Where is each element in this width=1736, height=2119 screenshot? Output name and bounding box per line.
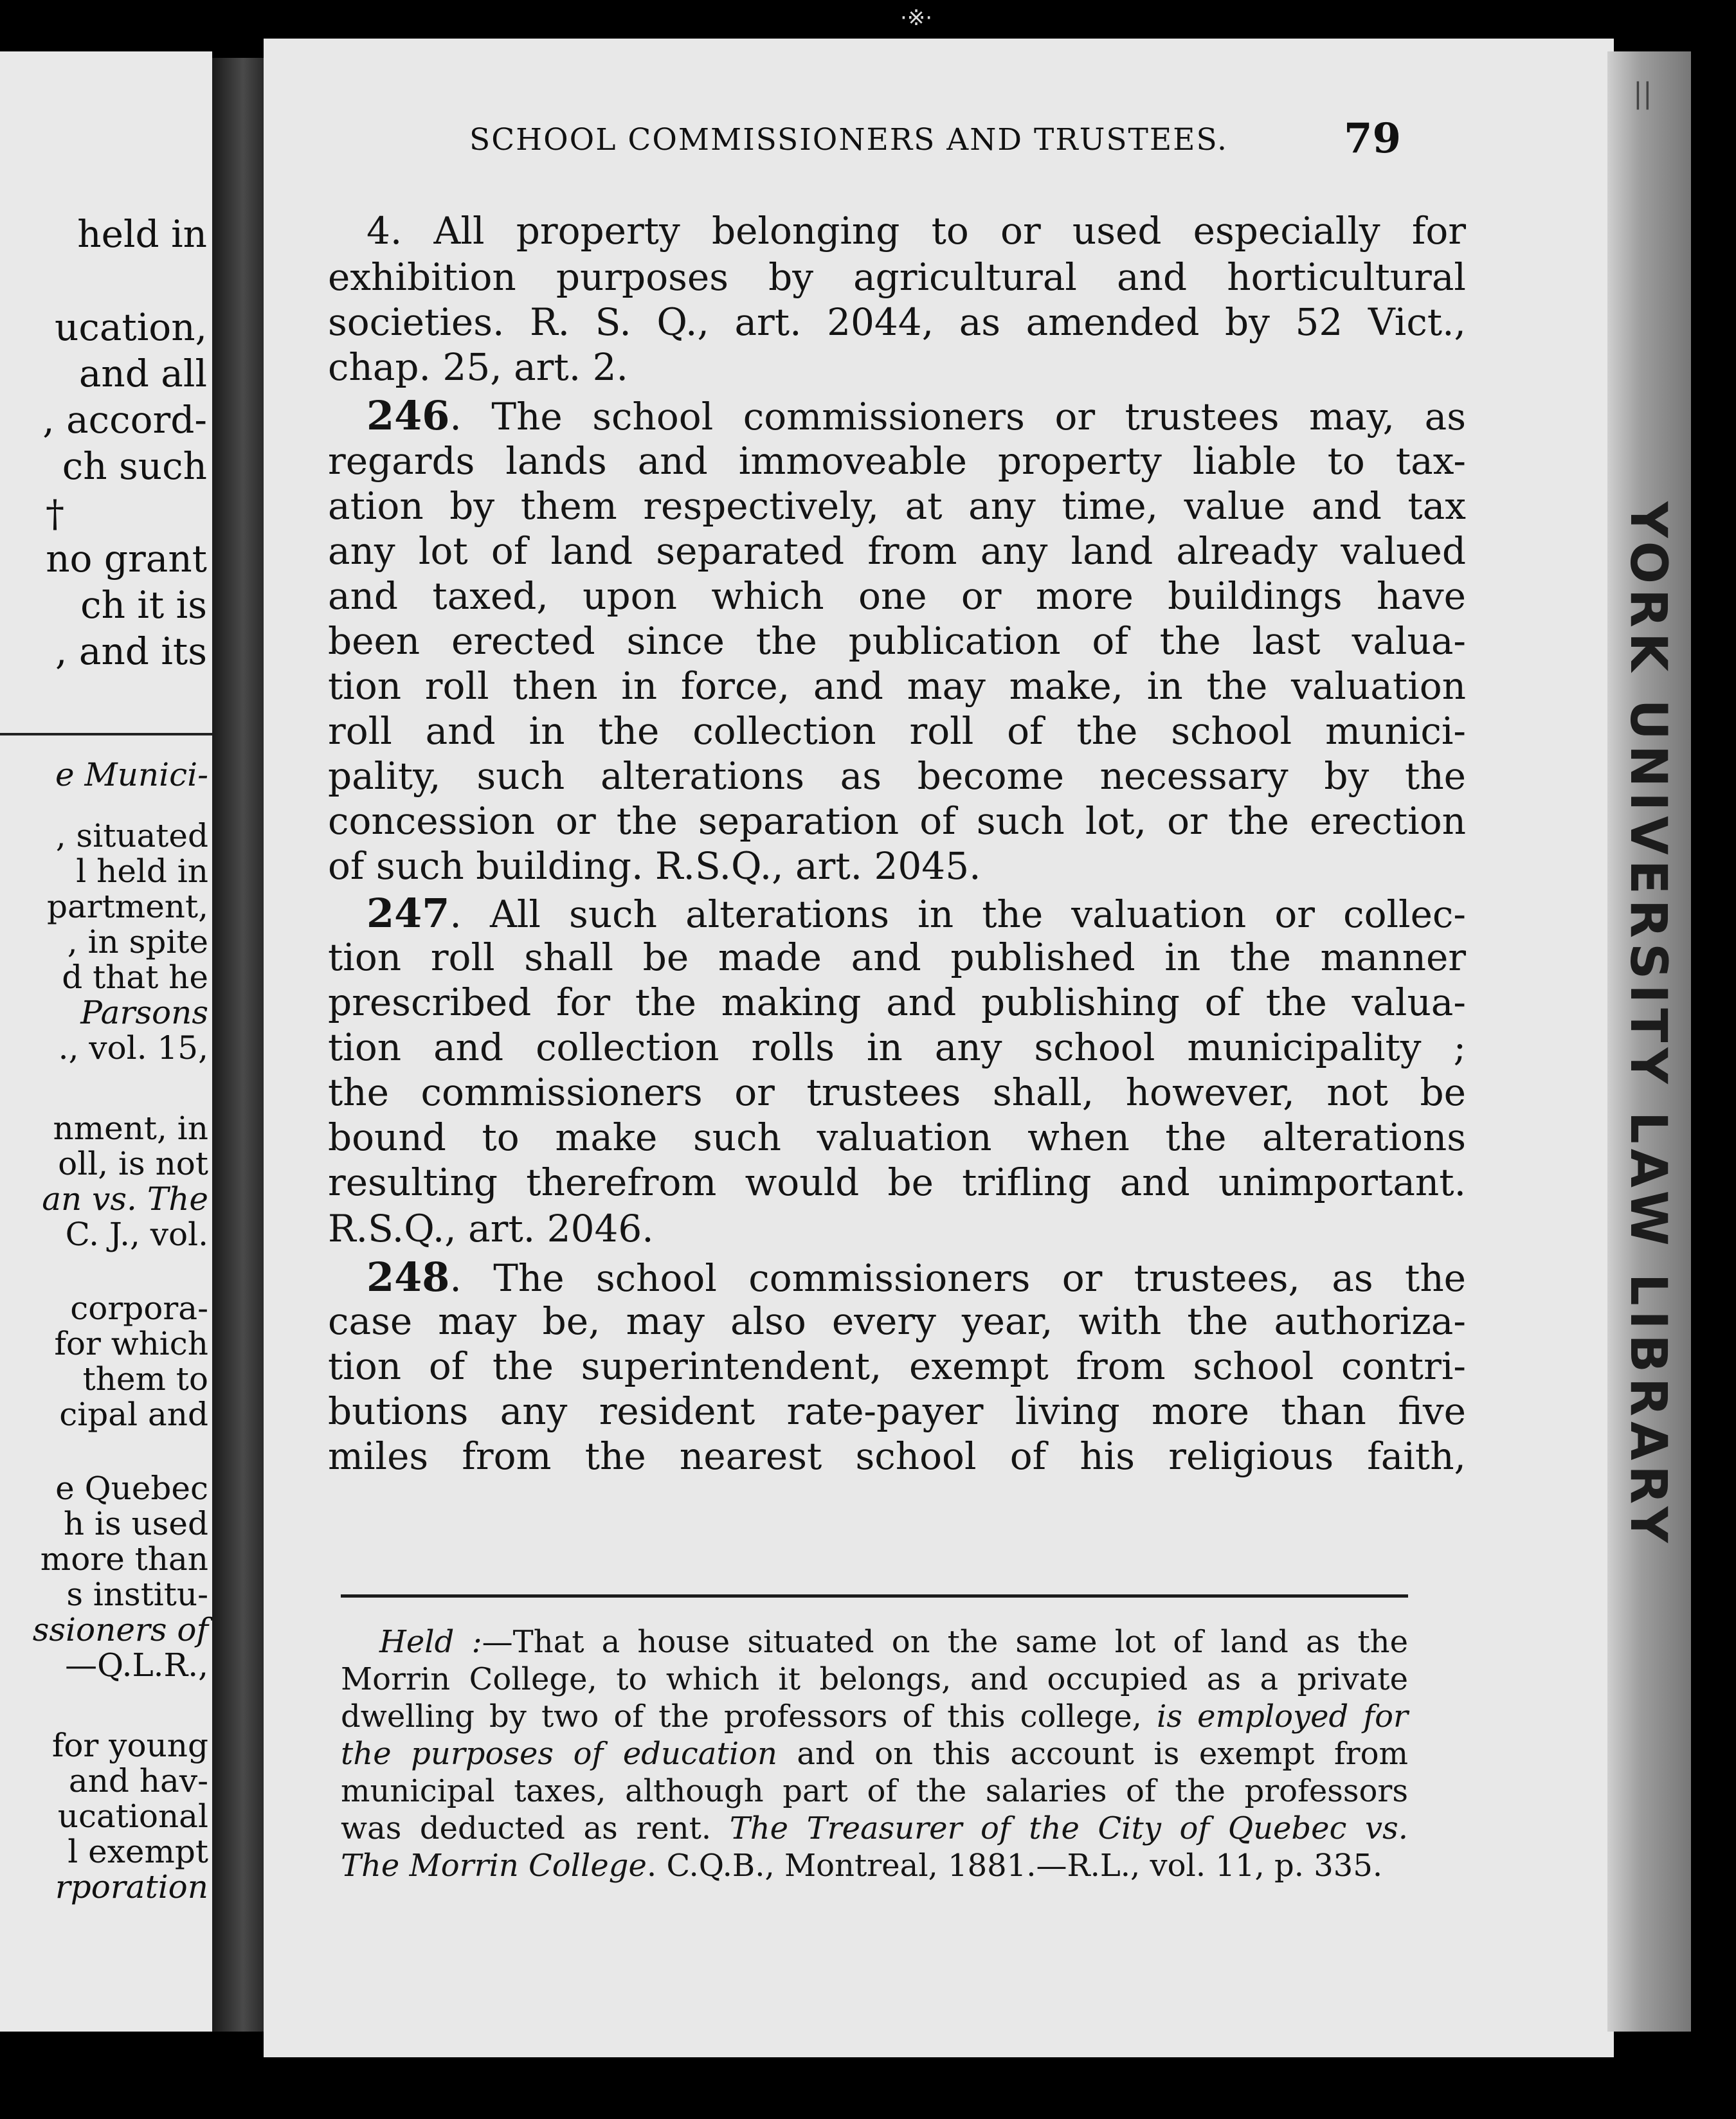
left-footnote-line: , situated: [55, 817, 208, 854]
section-246-first-line: [328, 392, 1466, 439]
left-footnote-line: Parsons: [80, 994, 208, 1031]
line-text: . The school commissioners or trustees, as the: [449, 1256, 1466, 1300]
footnote-text: municipal taxes, although part of the salaries of the professors: [341, 1773, 1408, 1809]
left-footnote-line: an vs. The: [42, 1180, 208, 1218]
dagger-mark: †: [46, 492, 64, 536]
body-line: any lot of land separated from any land already valued: [328, 529, 1466, 573]
footnote-line: [341, 1699, 1408, 1735]
left-footnote-line: e Quebec: [55, 1470, 208, 1507]
left-footnote-line: e Munici-: [55, 756, 208, 793]
body-line: been erected since the publication of the last valua-: [328, 619, 1466, 663]
section-number: 247: [366, 890, 450, 937]
line-text: . The school commissioners or trustees may, as: [449, 395, 1466, 438]
running-head: SCHOOL COMMISSIONERS AND TRUSTEES.: [469, 122, 1228, 158]
left-footnote-line: —Q.L.R.,: [65, 1646, 208, 1684]
left-footnote-line: , in spite: [67, 923, 208, 960]
left-page-fragment: [0, 51, 212, 2032]
left-footnote-line: oll, is not: [58, 1145, 208, 1182]
left-footnote-line: cipal and: [59, 1396, 208, 1433]
body-line: bound to make such valuation when the alterations: [328, 1115, 1466, 1159]
body-line: the commissioners or trustees shall, however, not be: [328, 1070, 1466, 1114]
left-line: held in: [77, 212, 207, 256]
footnote-line: [341, 1736, 1408, 1772]
left-footnote-line: more than: [40, 1540, 208, 1578]
left-footnote-rule: [0, 733, 212, 735]
body-line: pality, such alterations as become necessary by the: [328, 754, 1466, 798]
left-footnote-line: for which: [54, 1325, 208, 1362]
footnote-text: —That a house situated on the same lot of land as the: [482, 1624, 1409, 1660]
footnote-line: [341, 1810, 1408, 1846]
left-footnote-line: and hav-: [68, 1762, 208, 1799]
left-footnote-line: nment, in: [53, 1110, 208, 1147]
footnote-rule: [341, 1594, 1408, 1598]
footnote-line: [341, 1624, 1409, 1660]
body-line: roll and in the collection roll of the school munici-: [328, 709, 1466, 753]
body-line: concession or the separation of such lot, or the erection: [328, 799, 1466, 843]
footnote-text: . C.Q.B., Montreal, 1881.—R.L., vol. 11, p. 335.: [646, 1848, 1383, 1884]
page-number: 79: [1344, 114, 1402, 163]
left-footnote-line: s institu-: [66, 1576, 208, 1613]
left-footnote-line: partment,: [46, 888, 208, 925]
left-footnote-line: l exempt: [68, 1833, 208, 1870]
left-footnote-line: h is used: [63, 1505, 208, 1542]
body-line: 4. All property belonging to or used especially for: [366, 209, 1466, 253]
body-line: tion of the superintendent, exempt from school contri-: [328, 1344, 1466, 1388]
footnote-italic-text: The Morrin College: [341, 1848, 647, 1884]
body-line: prescribed for the making and publishing of the valua-: [328, 980, 1466, 1024]
left-footnote-line: d that he: [62, 959, 208, 996]
section-248-first-line: [328, 1254, 1466, 1301]
footnote-italic-text: is employed for: [1157, 1699, 1408, 1735]
section-number: 248: [366, 1254, 450, 1301]
footnote-line: [341, 1661, 1408, 1697]
left-footnote-line: ssioners of: [32, 1611, 208, 1648]
section-247-first-line: [328, 890, 1466, 937]
body-line: tion roll then in force, and may make, in the valuation: [328, 664, 1466, 708]
left-line: ch such: [62, 444, 207, 488]
body-line: regards lands and immoveable property liable to tax-: [328, 439, 1466, 483]
body-line: case may be, may also every year, with the authoriza-: [328, 1299, 1466, 1343]
body-line: butions any resident rate-payer living more than five: [328, 1389, 1466, 1433]
footnote-text: Morrin College, to which it belongs, and occupied as a private: [341, 1661, 1408, 1697]
left-footnote-line: ucational: [57, 1798, 208, 1835]
body-line: tion roll shall be made and published in the manner: [328, 935, 1466, 979]
left-footnote-line: rporation: [55, 1868, 208, 1906]
body-line: exhibition purposes by agricultural and horticultural: [328, 255, 1466, 299]
edge-mark: ||: [1633, 77, 1652, 110]
left-footnote-line: l held in: [76, 852, 208, 890]
body-line: of such building. R.S.Q., art. 2045.: [328, 844, 981, 888]
page-edge-stamp-strip: [1607, 51, 1691, 2032]
left-line: , and its: [55, 629, 207, 673]
body-line: miles from the nearest school of his religious faith,: [328, 1434, 1466, 1478]
footnote-italic-text: The Treasurer of the City of Quebec vs.: [729, 1810, 1408, 1846]
left-line: and all: [78, 352, 207, 395]
page-79: [264, 39, 1614, 2057]
footnote-text: and on this account is exempt from: [777, 1736, 1408, 1772]
footnote-text: dwelling by two of the professors of this college,: [341, 1699, 1157, 1735]
body-line: chap. 25, art. 2.: [328, 345, 628, 389]
footnote-italic-text: Held :: [379, 1624, 482, 1660]
library-edge-stamp: YORK UNIVERSITY LAW LIBRARY: [1619, 501, 1677, 1548]
left-line: , accord-: [42, 398, 207, 442]
body-line: tion and collection rolls in any school municipality ;: [328, 1025, 1466, 1069]
body-line: resulting therefrom would be trifling and unimportant.: [328, 1160, 1466, 1204]
line-text: . All such alterations in the valuation or collec-: [449, 892, 1466, 936]
left-line: no grant: [46, 537, 207, 581]
body-line: societies. R. S. Q., art. 2044, as amended by 52 Vict.,: [328, 300, 1466, 344]
section-number: 246: [366, 392, 450, 439]
footnote-italic-text: the purposes of education: [341, 1736, 777, 1772]
left-footnote-line: C. J., vol.: [65, 1216, 208, 1253]
left-line: ucation,: [55, 305, 207, 349]
left-footnote-line: ., vol. 15,: [58, 1029, 208, 1067]
left-footnote-line: for young: [51, 1727, 208, 1764]
body-line: R.S.Q., art. 2046.: [328, 1207, 654, 1250]
left-footnote-line: corpora-: [70, 1290, 208, 1327]
body-line: and taxed, upon which one or more buildings have: [328, 574, 1466, 618]
footnote-text: was deducted as rent.: [341, 1810, 730, 1846]
footnote-line: [341, 1848, 1408, 1884]
footnote-line: [341, 1773, 1408, 1809]
binding-gutter: [212, 58, 264, 2032]
scan-speck: ·※·: [900, 5, 933, 31]
body-line: ation by them respectively, at any time, value and tax: [328, 484, 1466, 528]
left-line: ch it is: [80, 583, 207, 627]
left-footnote-line: them to: [82, 1360, 208, 1398]
